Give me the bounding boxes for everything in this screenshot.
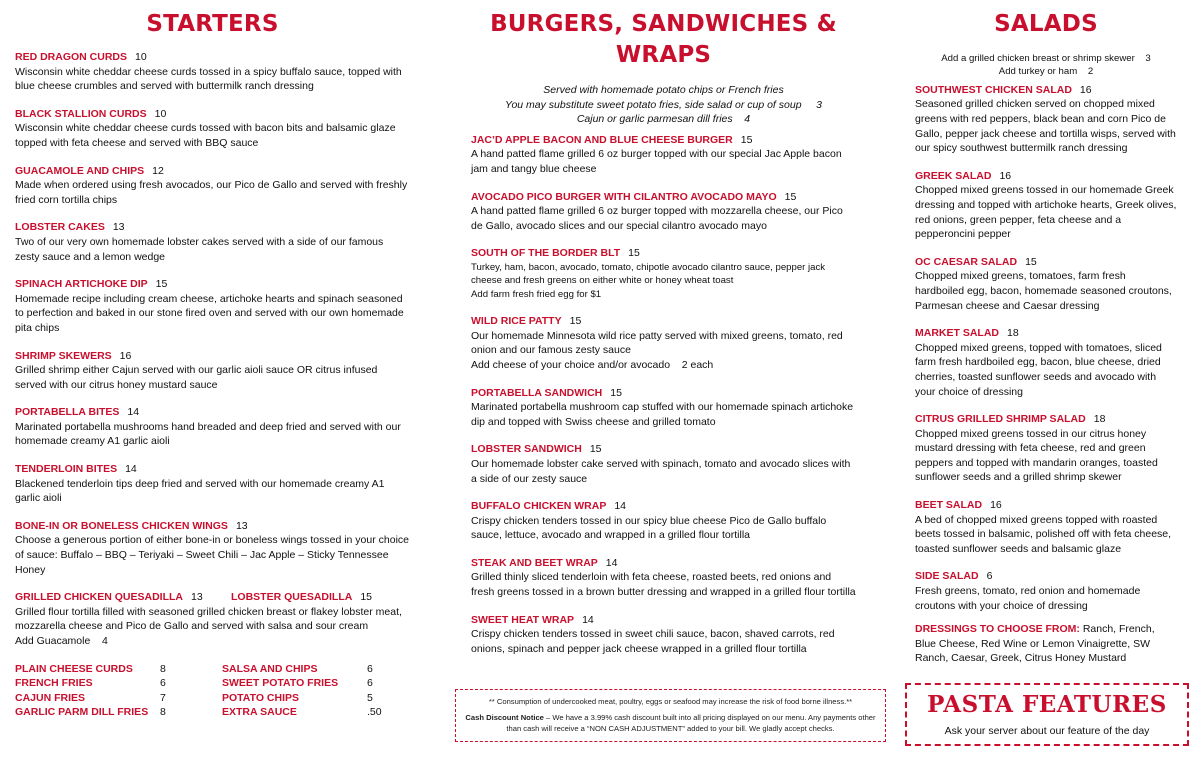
item-header xyxy=(915,412,1177,427)
item-header xyxy=(471,246,856,261)
side-name: CAJUN FRIES xyxy=(15,691,86,704)
item-header xyxy=(915,255,1177,270)
dressings-text: Ranch, French, Blue Cheese, Red Wine or Lemon Vinaigrette, SW Ranch, Caesar, Greek, Citrus Honey Mustard xyxy=(915,623,1155,665)
item-desc: Crispy chicken tenders tossed in sweet chili sauce, bacon, shaved carrots, red onions, spinach and pepper jack cheese wrapped in a grilled flour tortilla xyxy=(471,628,835,655)
item-price: 10 xyxy=(154,107,167,120)
item-desc: Wisconsin white cheddar cheese curds tossed in a spicy buffalo sauce, topped with blue cheese crumbles and served with buttermilk ranch dressing xyxy=(15,65,402,93)
item-price: 15 xyxy=(610,386,622,399)
menu-item xyxy=(15,220,410,264)
burgers-list xyxy=(471,133,856,657)
item-price: 15 xyxy=(1025,255,1037,268)
item-addon: Add farm fresh fried egg for $1 xyxy=(471,288,602,300)
salad-addon: Add a grilled chicken breast or shrimp skewer 3 xyxy=(941,53,1151,64)
menu-item xyxy=(915,569,1177,613)
intro-line: You may substitute sweet potato fries, side salad or cup of soup 3 xyxy=(505,98,822,111)
cash-discount-text: – We have a 3.99% cash discount built into all pricing displayed on our menu. Any payments other than cash will receive a “NON CASH ADJUSTMENT” added to your bill. We gladly accept checks. xyxy=(506,713,876,733)
burgers-title xyxy=(471,9,856,71)
item-desc: Crispy chicken tenders tossed in our spicy blue cheese Pico de Gallo buffalo sauce, lettuce, avocado and wrapped in a grilled flour tortilla xyxy=(471,514,827,542)
item-header xyxy=(915,83,1177,98)
item-name: LOBSTER QUESADILLA xyxy=(231,591,353,604)
item-header xyxy=(471,556,856,571)
item-desc: Grilled thinly sliced tenderloin with feta cheese, roasted beets, red onions and fresh greens tossed in a brown butter dressing and wrapped in a grilled flour tortilla xyxy=(471,571,856,599)
burgers-title-line2: WRAPS xyxy=(615,42,712,68)
starters-list xyxy=(15,50,410,577)
menu-item xyxy=(15,405,410,449)
side-price: 6 xyxy=(367,662,373,675)
intro-line: Served with homemade potato chips or French fries xyxy=(543,84,784,96)
side-price: 5 xyxy=(367,691,373,704)
item-price: 13 xyxy=(235,519,248,532)
menu-item xyxy=(915,169,1177,242)
menu-item xyxy=(15,349,410,393)
item-desc: A hand patted flame grilled 6 oz burger topped with mozzarella cheese, our Pico de Gallo, avocado slices and our special cilantro avocado mayo xyxy=(471,205,843,232)
salad-addon: Add turkey or ham 2 xyxy=(998,66,1094,78)
item-desc: Seasoned grilled chicken served on chopped mixed greens with red peppers, black bean and corn Pico de Gallo, pepper jack cheese and tortilla wisps, served with our spicy southwest buttermilk ranch dressing xyxy=(915,98,1176,155)
item-header xyxy=(15,220,410,235)
item-name: JAC’D APPLE BACON AND BLUE CHEESE BURGER xyxy=(471,133,733,146)
side-name: POTATO CHIPS xyxy=(222,691,300,704)
item-desc: Turkey, ham, bacon, avocado, tomato, chipotle avocado cilantro sauce, pepper jack cheese and fresh greens on either white or honey wheat toast xyxy=(471,261,826,287)
item-desc: Grilled flour tortilla filled with seasoned grilled chicken breast or flakey lobster meat, mozzarella cheese and Pico de Gallo and served with salsa and sour cream xyxy=(15,605,402,633)
burgers-column xyxy=(471,0,856,656)
side-price: 8 xyxy=(160,706,166,719)
item-price: 14 xyxy=(127,406,140,419)
menu-item xyxy=(915,326,1177,399)
sides-list xyxy=(15,662,410,720)
item-header xyxy=(15,164,410,179)
item-desc: A bed of chopped mixed greens topped with roasted beets tossed in balsamic, polished off with feta cheese, toasted sunflower seeds and balsamic glaze xyxy=(915,513,1172,555)
item-name: PORTABELLA BITES xyxy=(15,406,120,419)
side-name: SALSA AND CHIPS xyxy=(222,662,318,675)
item-name: CITRUS GRILLED SHRIMP SALAD xyxy=(915,413,1086,426)
menu-item xyxy=(15,277,410,335)
item-price: 13 xyxy=(191,591,203,604)
menu-item xyxy=(15,519,410,577)
item-header xyxy=(471,190,856,205)
burgers-intro xyxy=(471,83,856,127)
quesadilla-item xyxy=(15,590,410,648)
pasta-subtitle: Ask your server about our feature of the day xyxy=(944,725,1150,737)
item-name: SPINACH ARTICHOKE DIP xyxy=(15,278,148,291)
item-header xyxy=(915,169,1177,184)
item-addon: Add Guacamole 4 xyxy=(15,635,108,647)
salad-addons xyxy=(915,52,1177,79)
item-price: 16 xyxy=(119,349,132,362)
cash-discount-label: Cash Discount Notice xyxy=(465,713,544,722)
menu-item xyxy=(471,246,856,301)
menu-item xyxy=(471,314,856,372)
side-name: FRENCH FRIES xyxy=(15,677,93,690)
item-desc: Our homemade lobster cake served with spinach, tomato and avocado slices with a side of our zesty sauce xyxy=(471,457,851,485)
menu-item xyxy=(471,190,856,234)
item-desc: Fresh greens, tomato, red onion and homemade croutons with your choice of dressing xyxy=(915,585,1141,612)
item-price: 16 xyxy=(999,169,1012,182)
item-header xyxy=(915,498,1177,513)
item-desc: Marinated portabella mushrooms hand breaded and deep fried and served with our homemade creamy A1 garlic aioli xyxy=(15,420,401,448)
item-price: 14 xyxy=(582,613,594,626)
item-name: SOUTHWEST CHICKEN SALAD xyxy=(915,83,1072,96)
item-price: 14 xyxy=(614,500,627,513)
item-desc: Made when ordered using fresh avocados, our Pico de Gallo and served with freshly fried corn tortilla chips xyxy=(15,179,408,206)
item-header xyxy=(471,386,856,401)
item-addon: Add cheese of your choice and/or avocado 2 each xyxy=(471,358,714,371)
salads-list xyxy=(915,83,1177,613)
item-header xyxy=(15,349,410,364)
menu-item xyxy=(15,462,410,506)
item-name: AVOCADO PICO BURGER WITH CILANTRO AVOCADO MAYO xyxy=(471,190,777,203)
item-header xyxy=(471,499,856,514)
menu-item xyxy=(15,164,410,208)
menu-item xyxy=(471,499,856,543)
menu-item xyxy=(471,613,856,657)
item-price: 10 xyxy=(135,51,147,63)
item-desc: Homemade recipe including cream cheese, artichoke hearts and spinach seasoned to perfection and baked in our stone fired oven and served with our own homemade pita chips xyxy=(15,292,404,334)
pasta-features-box xyxy=(905,683,1189,746)
item-name: SWEET HEAT WRAP xyxy=(471,613,575,626)
menu-item xyxy=(471,386,856,430)
item-price: 15 xyxy=(589,443,602,456)
item-desc: Our homemade Minnesota wild rice patty served with mixed greens, tomato, red onion and our famous zesty sauce xyxy=(471,329,843,357)
starters-title: STARTERS xyxy=(146,11,279,37)
item-header xyxy=(471,133,856,148)
item-price: 18 xyxy=(1093,413,1106,426)
item-price: 14 xyxy=(605,556,618,569)
item-price: 6 xyxy=(986,570,993,583)
item-price: 15 xyxy=(155,278,168,291)
item-desc: Chopped mixed greens tossed in our homemade Greek dressing and topped with artichoke hearts, Greek olives, red onions, green pepper, feta cheese and a pepperoncini pepper xyxy=(915,184,1177,241)
menu-item xyxy=(471,556,856,600)
item-price: 15 xyxy=(740,133,753,146)
item-price: 12 xyxy=(152,164,164,177)
item-desc: Chopped mixed greens, tomatoes, farm fresh hardboiled egg, bacon, homemade seasoned croutons, Parmesan cheese and Caesar dressing xyxy=(915,270,1172,312)
starters-column xyxy=(15,0,410,720)
menu-item xyxy=(471,133,856,177)
side-price: .50 xyxy=(367,706,382,719)
menu-item xyxy=(915,83,1177,156)
menu-item xyxy=(471,442,856,486)
pasta-title: PASTA FEATURES xyxy=(927,691,1167,718)
menu-item xyxy=(915,498,1177,556)
item-name: BEET SALAD xyxy=(915,499,983,512)
menu-item xyxy=(915,412,1177,485)
item-name: BUFFALO CHICKEN WRAP xyxy=(471,500,607,513)
menu-item xyxy=(915,255,1177,313)
item-name: MARKET SALAD xyxy=(915,327,999,340)
item-name: GREEK SALAD xyxy=(915,169,992,182)
item-desc: Two of our very own homemade lobster cakes served with a side of our famous zesty sauce and a lemon wedge xyxy=(15,235,384,263)
item-desc: Wisconsin white cheddar cheese curds tossed with bacon bits and balsamic glaze topped with feta cheese and served with BBQ sauce xyxy=(15,122,396,149)
item-name: TENDERLOIN BITES xyxy=(15,463,118,476)
item-name: LOBSTER CAKES xyxy=(15,221,105,234)
item-desc: Grilled shrimp either Cajun served with our garlic aioli sauce OR citrus infused served with our citrus honey mustard sauce xyxy=(15,364,378,391)
item-name: RED DRAGON CURDS xyxy=(15,51,128,63)
item-header xyxy=(15,277,410,292)
item-header xyxy=(471,442,856,457)
side-name: SWEET POTATO FRIES xyxy=(222,677,339,690)
item-desc: Choose a generous portion of either bone-in or boneless wings tossed in your choice of sauce: Buffalo – BBQ – Teriyaki – Sweet Chili – Jac Apple – Sticky Tennessee Honey xyxy=(15,534,409,576)
notice-box xyxy=(455,689,886,742)
item-desc: Chopped mixed greens, topped with tomatoes, sliced farm fresh hardboiled egg, bacon, blue cheese, dried cherries, toasted sunflower seeds and avocado with your choice of dressing xyxy=(915,341,1162,398)
side-price: 8 xyxy=(160,662,166,675)
item-name: SIDE SALAD xyxy=(915,570,979,583)
cash-discount-notice xyxy=(462,712,879,734)
menu-item xyxy=(15,50,410,94)
item-name: BONE-IN OR BONELESS CHICKEN WINGS xyxy=(15,519,228,532)
item-header xyxy=(15,405,410,420)
item-name: SHRIMP SKEWERS xyxy=(15,349,112,362)
item-price: 15 xyxy=(784,190,797,203)
item-name: OC CAESAR SALAD xyxy=(915,255,1018,268)
dressings-label: DRESSINGS TO CHOOSE FROM: xyxy=(915,623,1080,636)
side-name: PLAIN CHEESE CURDS xyxy=(15,662,133,675)
item-price: 14 xyxy=(125,463,137,476)
item-price: 15 xyxy=(569,315,582,328)
item-name: GRILLED CHICKEN QUESADILLA xyxy=(15,591,183,604)
food-safety-notice: ** Consumption of undercooked meat, poultry, eggs or seafood may increase the risk of food borne illness.** xyxy=(488,697,853,706)
side-name: EXTRA SAUCE xyxy=(222,706,297,719)
dressings-item xyxy=(915,622,1177,666)
item-price: 18 xyxy=(1007,327,1019,340)
item-header xyxy=(15,519,410,534)
side-price: 6 xyxy=(367,677,373,690)
item-price: 13 xyxy=(112,221,125,234)
item-header xyxy=(15,50,410,65)
item-price: 16 xyxy=(1079,83,1092,96)
item-desc: Chopped mixed greens tossed in our citrus honey mustard dressing with feta cheese, red and green peppers and topped with mandarin oranges, toasted sunflower seeds and a grilled shrimp skewer xyxy=(915,427,1158,484)
salads-title: SALADS xyxy=(994,11,1098,37)
side-name: GARLIC PARM DILL FRIES xyxy=(15,706,149,719)
item-name: STEAK AND BEET WRAP xyxy=(471,556,598,569)
item-header xyxy=(471,613,856,628)
item-header xyxy=(915,569,1177,584)
item-header xyxy=(15,107,410,122)
item-name: GUACAMOLE AND CHIPS xyxy=(15,164,145,177)
salads-column xyxy=(915,0,1177,666)
item-name: LOBSTER SANDWICH xyxy=(471,443,582,456)
item-name: WILD RICE PATTY xyxy=(471,315,562,328)
item-price: 15 xyxy=(360,591,373,604)
item-price: 16 xyxy=(990,499,1002,512)
burgers-title-line1: BURGERS, SANDWICHES & xyxy=(490,11,837,37)
item-desc: Blackened tenderloin tips deep fried and served with our homemade creamy A1 garlic aioli xyxy=(15,477,385,505)
menu-item xyxy=(15,107,410,151)
item-header xyxy=(915,326,1177,341)
item-desc: Marinated portabella mushroom cap stuffed with our homemade spinach artichoke dip and topped with Swiss cheese and grilled tomato xyxy=(471,401,854,428)
side-price: 6 xyxy=(160,677,166,690)
item-header xyxy=(471,314,856,329)
side-price: 7 xyxy=(160,691,166,704)
item-name: BLACK STALLION CURDS xyxy=(15,107,147,120)
item-desc: A hand patted flame grilled 6 oz burger topped with our special Jac Apple bacon jam and tangy blue cheese xyxy=(471,148,842,175)
intro-line: Cajun or garlic parmesan dill fries 4 xyxy=(576,113,751,126)
item-name: SOUTH OF THE BORDER BLT xyxy=(471,247,621,260)
item-header xyxy=(15,462,410,477)
item-name: PORTABELLA SANDWICH xyxy=(471,386,603,399)
item-price: 15 xyxy=(628,247,640,260)
